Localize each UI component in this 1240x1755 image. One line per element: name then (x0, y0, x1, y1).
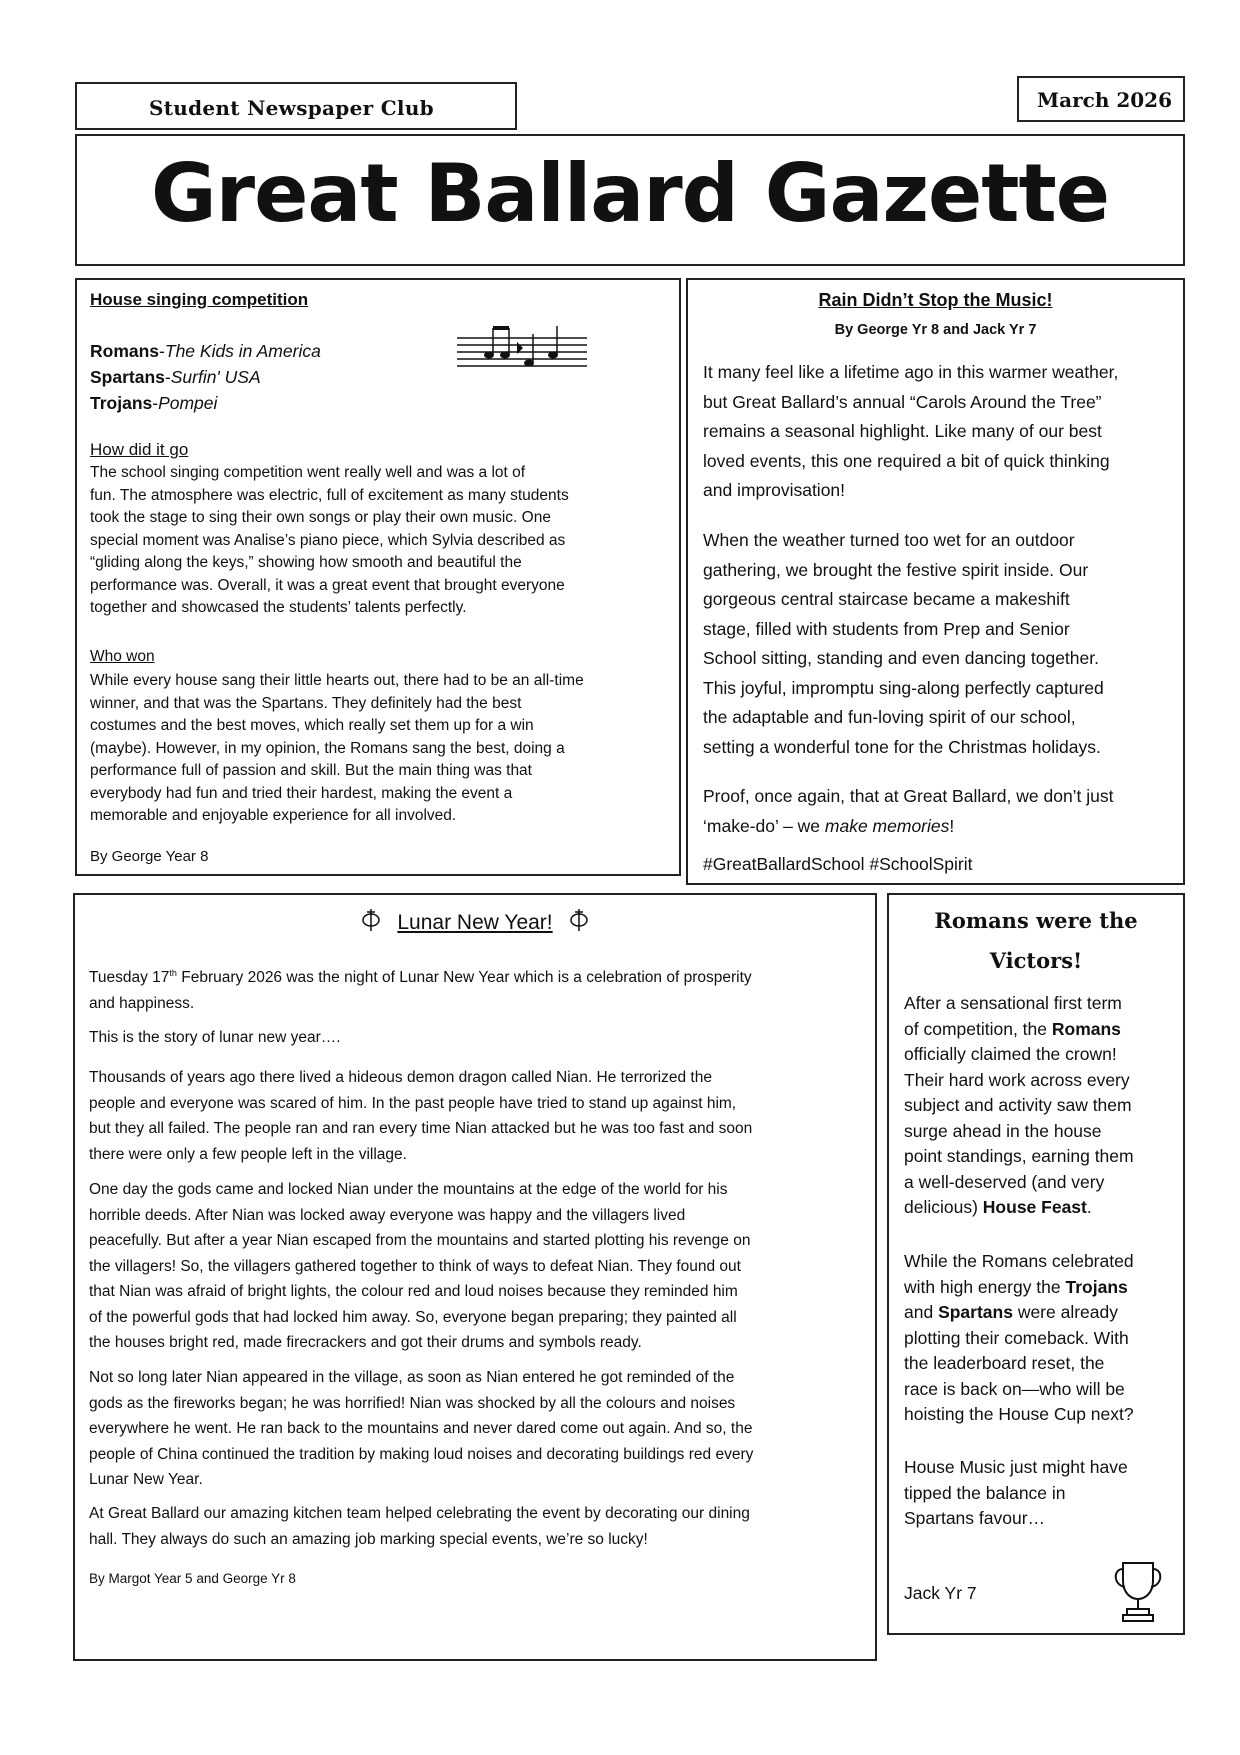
lunar-title-text: Lunar New Year! (397, 911, 553, 934)
who-won-text: While every house sang their little hearts out, there had to be an all-time winner, and that was the Spartans. They definitely had the best costumes and the best moves, which really set them up for a win (maybe). However, in my opinion, the Romans sang the best, doing a performance full of passion and skill. But the main thing was that everybody had fun and tried their hardest, making the event a memorable and enjoyable experience for all involved. (90, 672, 584, 824)
article-paragraph: This is the story of lunar new year…. (89, 1029, 341, 1046)
article-paragraph: One day the gods came and locked Nian under the mountains at the edge of the world for his horrible deeds. After Nian was locked away everyone was happy and the villagers lived peacefully. But after a year Nian escaped from the mountains and started plotting his revenge on the villagers! So, the villagers gathered together to think of ways to defeat Nian. They found out that Nian was afraid of bright lights, the colour red and loud noises because they reminded him of the powerful gods that had locked him away. So, everyone began preparing; they painted all the houses bright red, made firecrackers and got their drums and symbols ready. (89, 1181, 751, 1351)
issue-date-box (1017, 76, 1185, 122)
hashtags: #GreatBallardSchool #SchoolSpirit (703, 854, 973, 874)
team-entry: Romans-The Kids in America (90, 341, 321, 361)
masthead (75, 134, 1185, 266)
newspaper-title: Great Ballard Gazette (150, 147, 1110, 240)
club-name: Student Newspaper Club (149, 96, 434, 120)
music-notes-icon (457, 324, 587, 374)
article-paragraph: Tuesday 17th February 2026 was the night of Lunar New Year which is a celebration of prosperity and happiness. (89, 968, 752, 1012)
article-paragraph: Not so long later Nian appeared in the village, as soon as Nian entered he got reminded of the gods as the fireworks began; he was horrified! Nian was shocked by all the colours and noises everywhere he went. He ran back to the mountains and never dared come out again. And so, the people of China continued the tradition by making loud noises and decorating buildings red every Lunar New Year. (89, 1369, 754, 1488)
article-heading (75, 909, 875, 935)
team-entry: Spartans-Surfin' USA (90, 367, 261, 387)
article-paragraph: When the weather turned too wet for an outdoor gathering, we brought the festive spirit inside. Our gorgeous central staircase became a makeshift stage, filled with students from Prep and Senior School sitting, standing and even dancing together. This joyful, impromptu sing-along perfectly captured the adaptable and fun-loving spirit of our school, setting a wonderful tone for the Christmas holidays. (703, 530, 1104, 757)
article-paragraph: Proof, once again, that at Great Ballard, we don’t just ‘make-do’ – we make memories! (703, 786, 1114, 836)
article-byline: By George Year 8 (90, 848, 209, 865)
article-byline: By Margot Year 5 and George Yr 8 (89, 1571, 296, 1586)
article-paragraph: At Great Ballard our amazing kitchen team helped celebrating the event by decorating our dining hall. They always do such an amazing job marking special events, we’re so lucky! (89, 1505, 750, 1548)
who-won-heading: Who won (90, 648, 155, 665)
article-heading: House singing competition (90, 290, 309, 309)
lantern-icon (569, 909, 589, 931)
how-did-it-go-heading: How did it go (90, 440, 189, 459)
article-paragraph: House Music just might have tipped the balance in Spartans favour… (904, 1457, 1128, 1528)
article-paragraph: After a sensational first term of competition, the Romans officially claimed the crown! Their hard work across every subject and activity saw them surge ahead in the house point standings, earning them a well-deserved (and very delicious) House Feast. (904, 993, 1134, 1217)
article-heading: Rain Didn’t Stop the Music! (818, 290, 1053, 310)
rain-music-article (686, 278, 1185, 885)
romans-victors-article (887, 893, 1185, 1635)
house-singing-article (75, 278, 681, 876)
article-heading: Romans were the Victors! (934, 908, 1138, 973)
club-name-box (75, 82, 517, 130)
team-entry: Trojans-Pompei (90, 393, 218, 413)
article-paragraph: It many feel like a lifetime ago in this warmer weather, but Great Ballard’s annual “Carols Around the Tree” remains a seasonal highlight. Like many of our best loved events, this one required a bit of quick thinking and improvisation! (703, 362, 1119, 500)
issue-date: March 2026 (1037, 88, 1172, 112)
article-paragraph: While the Romans celebrated with high energy the Trojans and Spartans were already plotting their comeback. With the leaderboard reset, the race is back on—who will be hoisting the House Cup next? (904, 1251, 1134, 1424)
team-list (90, 338, 321, 416)
trophy-icon (1109, 1559, 1167, 1623)
lantern-icon (361, 909, 381, 931)
article-byline: By George Yr 8 and Jack Yr 7 (834, 322, 1037, 338)
how-did-it-go-text: The school singing competition went really well and was a lot of fun. The atmosphere was electric, full of excitement as many students took the stage to sing their own songs or play their own music. One special moment was Analise’s piano piece, which Sylvia described as “gliding along the keys,” showing how smooth and beautiful the performance was. Overall, it was a great event that brought everyone together and showcased the students’ talents perfectly. (90, 464, 569, 616)
article-byline: Jack Yr 7 (904, 1583, 977, 1603)
article-paragraph: Thousands of years ago there lived a hideous demon dragon called Nian. He terrorized the people and everyone was scared of him. In the past people have tried to stand up against him, but they all failed. The people ran and ran every time Nian attacked but he was too fast and soon there were only a few people left in the village. (89, 1069, 753, 1163)
lunar-new-year-article (73, 893, 877, 1661)
